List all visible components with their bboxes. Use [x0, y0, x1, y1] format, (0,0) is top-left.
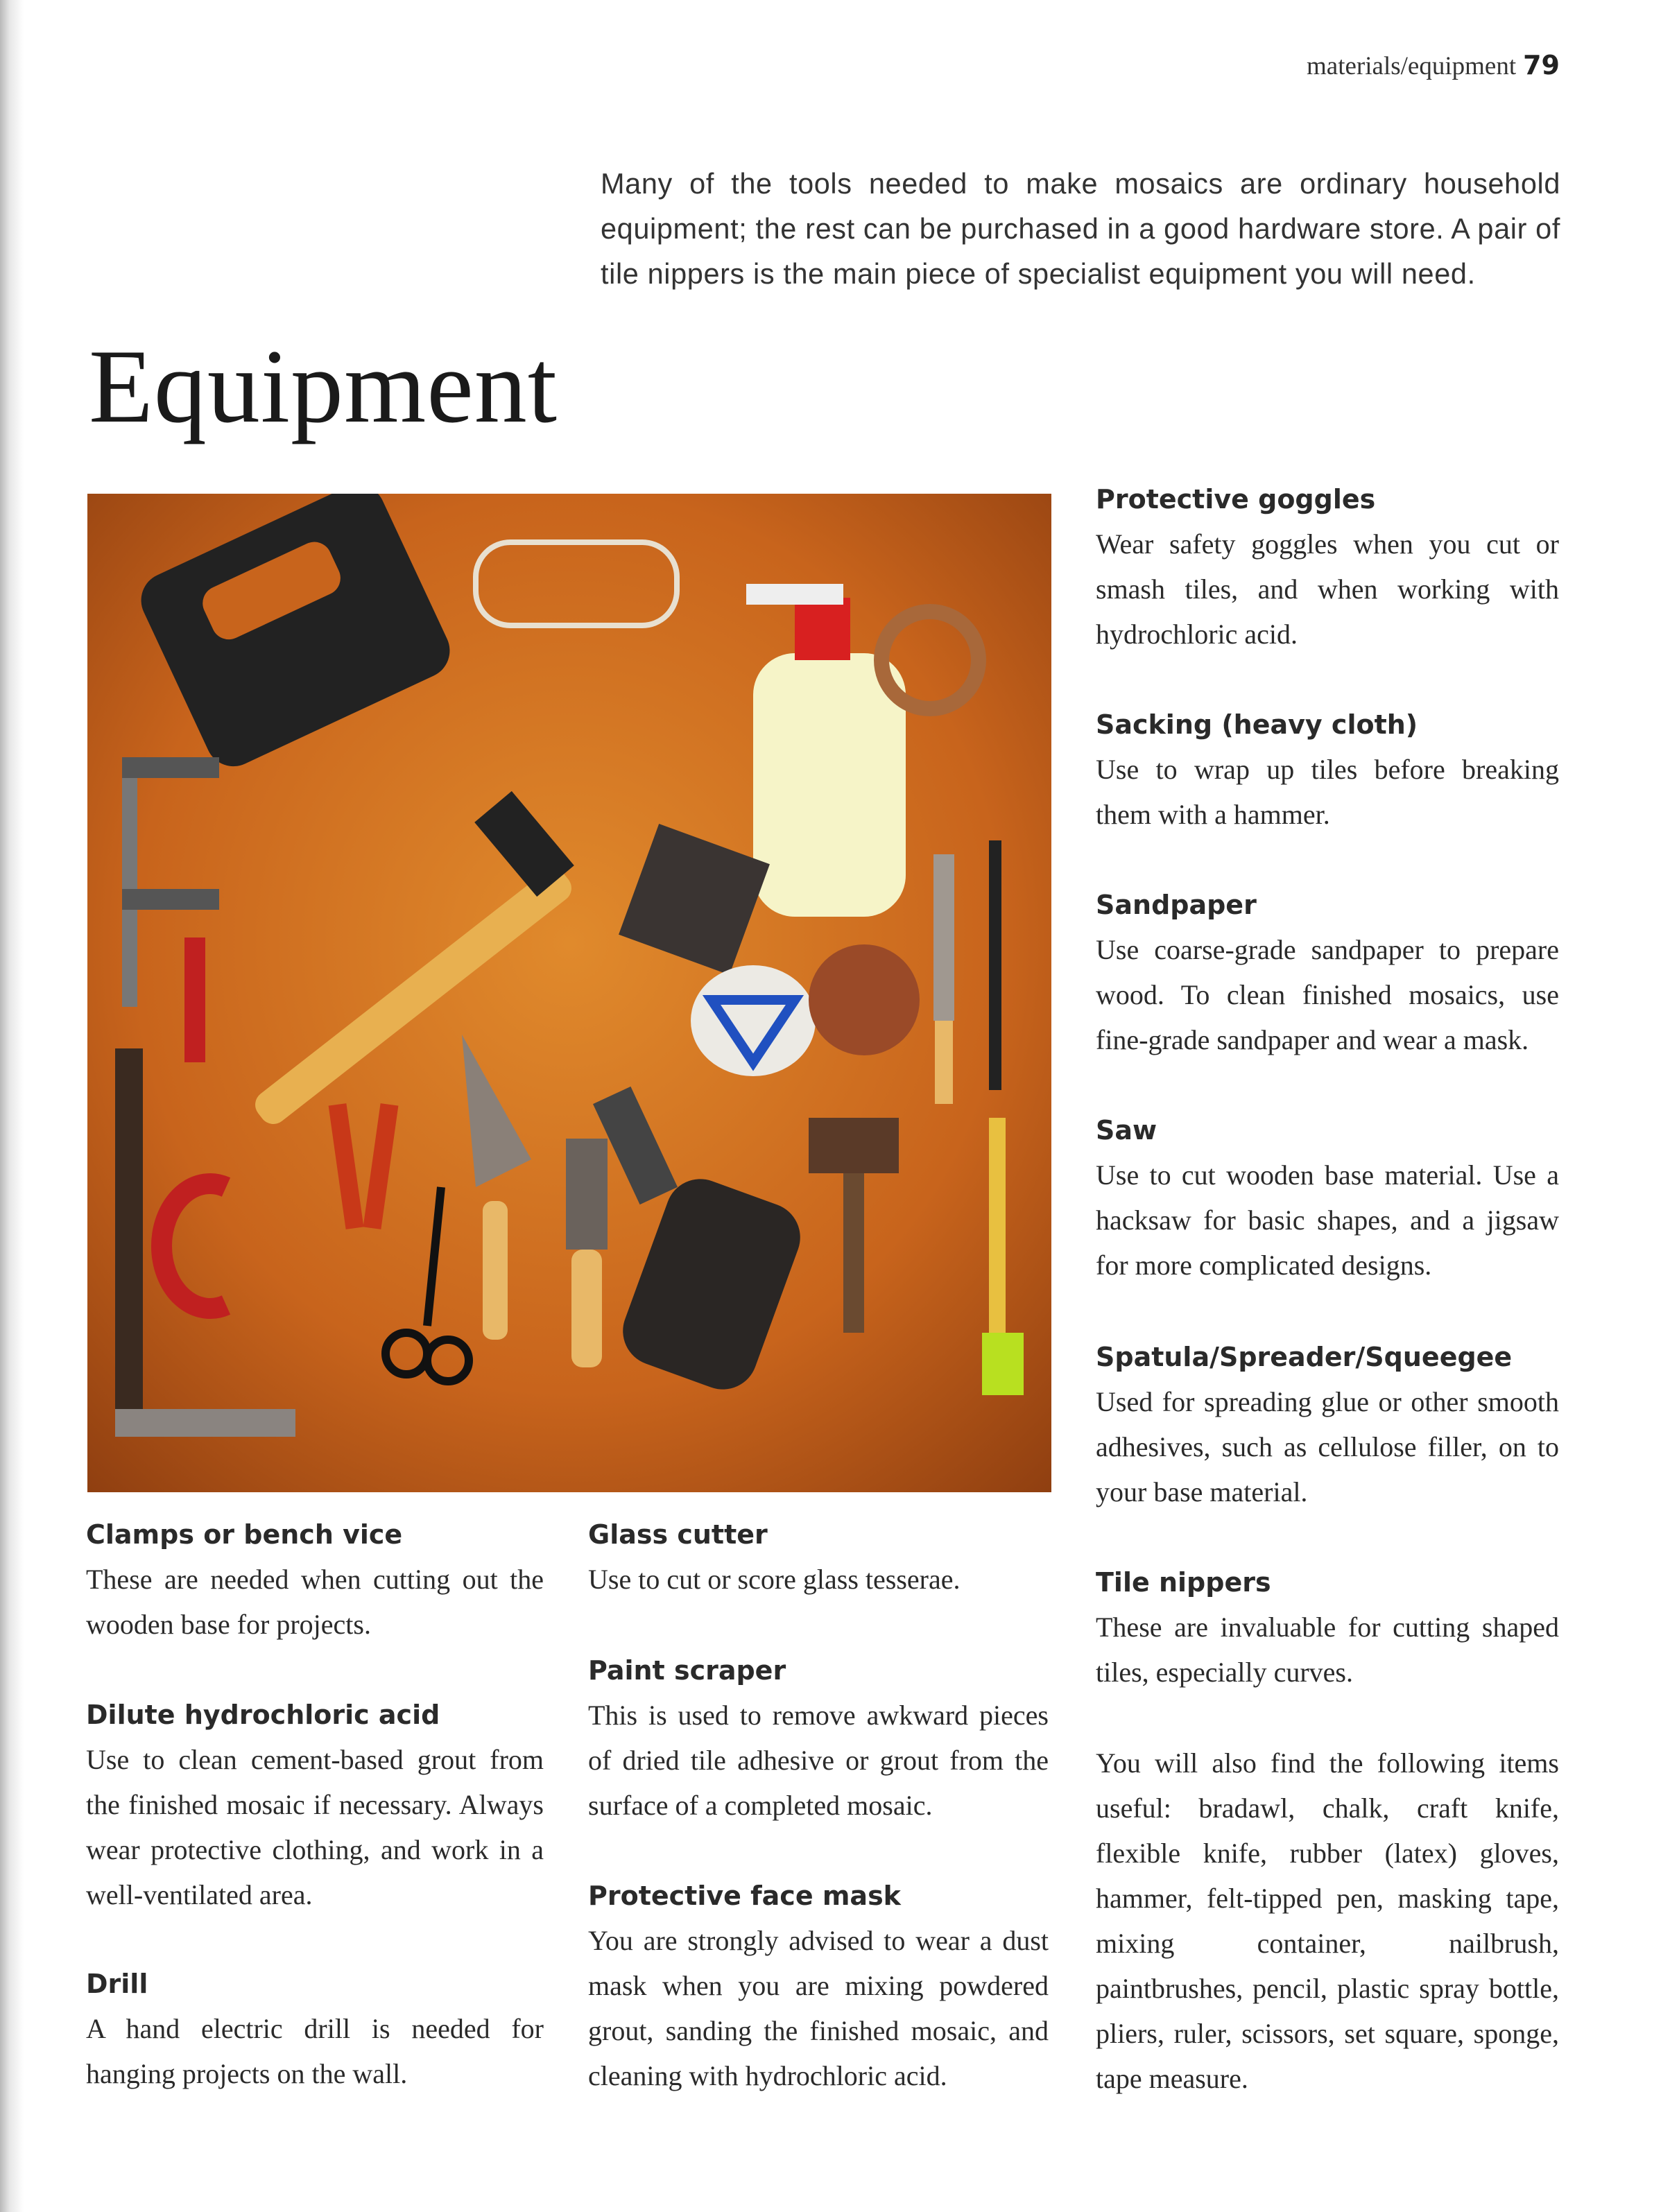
entry-heading: Sandpaper — [1096, 890, 1257, 920]
entry-heading: Dilute hydrochloric acid — [86, 1700, 440, 1730]
entry-clamps — [86, 1512, 544, 1647]
section-name: materials/equipment — [1307, 52, 1517, 80]
entry-paint-scraper — [588, 1648, 1049, 1828]
entry-tile-nippers — [1096, 1560, 1559, 1695]
entry-body: Use to cut or score glass tesserae. — [588, 1564, 961, 1595]
also-useful-list — [1096, 1740, 1559, 2101]
entry-spatula — [1096, 1335, 1559, 1514]
set-square-blade — [115, 1409, 295, 1437]
entry-sandpaper — [1096, 883, 1559, 1062]
entry-heading: Spatula/Spreader/Squeegee — [1096, 1342, 1513, 1372]
face-mask-icon — [691, 965, 816, 1076]
also-useful-text: You will also find the following items useful: bradawl, chalk, craft knife, flexible knife, rubber (latex) gloves, hammer, felt-tipped pen, masking tape, mixing container, nailbrush, paintbrushes, pencil, plastic spray bottle, pliers, ruler, scissors, set square, sponge, tape measure. — [1096, 1747, 1559, 2094]
entry-hydrochloric-acid — [86, 1693, 544, 1917]
running-header — [1307, 50, 1560, 81]
entry-body: Use coarse-grade sandpaper to prepare wood. To clean finished mosaics, use fine-grade sandpaper and wear a mask. — [1096, 934, 1559, 1055]
entry-body: You are strongly advised to wear a dust mask when you are mixing powdered grout, sanding the finished mosaic, and cleaning with hydrochloric acid. — [588, 1925, 1049, 2091]
entry-body: Use to clean cement-based grout from the finished mosaic if necessary. Always wear protective clothing, and work in a well-ventilated area. — [86, 1744, 544, 1910]
entry-face-mask — [588, 1874, 1049, 2098]
entry-glass-cutter — [588, 1512, 1049, 1602]
entry-body: These are needed when cutting out the wooden base for projects. — [86, 1564, 544, 1640]
entry-heading: Tile nippers — [1096, 1567, 1271, 1598]
entry-body: A hand electric drill is needed for hanging projects on the wall. — [86, 2013, 544, 2089]
entry-body: These are invaluable for cutting shaped tiles, especially curves. — [1096, 1612, 1559, 1688]
sponge-icon — [809, 944, 920, 1055]
entry-drill — [86, 1962, 544, 2096]
entry-heading: Protective goggles — [1096, 484, 1376, 515]
entry-body: Use to cut wooden base material. Use a hacksaw for basic shapes, and a jigsaw for more complicated designs. — [1096, 1159, 1559, 1281]
entry-saw — [1096, 1108, 1559, 1288]
entry-sacking — [1096, 702, 1559, 837]
tools-photo — [87, 494, 1051, 1492]
entry-heading: Drill — [86, 1969, 148, 1999]
page-number: 79 — [1523, 50, 1560, 80]
entry-body: Wear safety goggles when you cut or smash tiles, and when working with hydrochloric acid. — [1096, 528, 1559, 650]
entry-protective-goggles — [1096, 477, 1559, 657]
entry-heading: Sacking (heavy cloth) — [1096, 709, 1418, 740]
entry-heading: Protective face mask — [588, 1881, 901, 1911]
entry-heading: Saw — [1096, 1115, 1157, 1146]
entry-body: Used for spreading glue or other smooth adhesives, such as cellulose filler, on to your base material. — [1096, 1386, 1559, 1507]
entry-heading: Glass cutter — [588, 1519, 768, 1550]
page-gutter-shadow — [0, 0, 24, 2212]
entry-body: This is used to remove awkward pieces of dried tile adhesive or grout from the surface of a completed mosaic. — [588, 1700, 1049, 1821]
set-square-icon — [115, 1048, 143, 1437]
page-title: Equipment — [89, 328, 558, 444]
intro-paragraph: Many of the tools needed to make mosaics are ordinary household equipment; the rest can be purchased in a good hardware store. A pair of tile nippers is the main piece of specialist equipment you will need. — [601, 167, 1560, 290]
entry-body: Use to wrap up tiles before breaking them with a hammer. — [1096, 754, 1559, 830]
entry-heading: Paint scraper — [588, 1655, 786, 1686]
entry-heading: Clamps or bench vice — [86, 1519, 403, 1550]
